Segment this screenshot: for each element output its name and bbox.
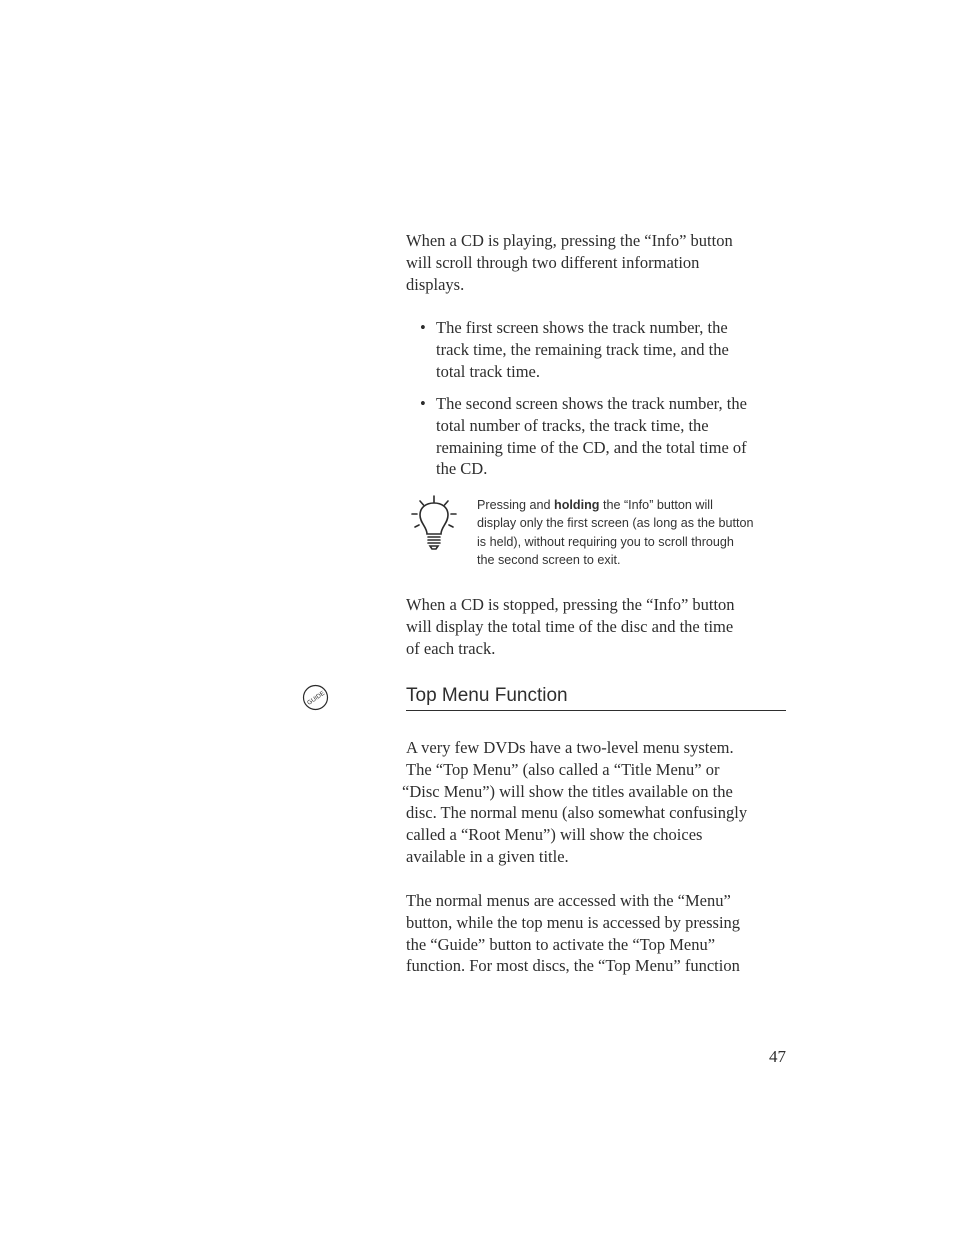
text-line: total number of tracks, the track time, the <box>436 415 709 435</box>
tip-line: the second screen to exit. <box>477 552 621 567</box>
tip-line: Pressing and holding the “Info” button will <box>477 498 713 512</box>
text-line: A very few DVDs have a two-level menu system. <box>406 738 734 757</box>
paragraph-cd-stopped <box>406 594 786 659</box>
text-line: The normal menus are accessed with the “Menu” <box>406 891 731 910</box>
paragraph-top-menu-intro <box>402 737 786 868</box>
text-line: available in a given title. <box>406 846 569 866</box>
paragraph-top-menu-access <box>406 890 786 977</box>
text-line: remaining time of the CD, and the total time of <box>436 437 747 457</box>
tip-line: display only the first screen (as long as the button <box>477 516 754 531</box>
text-line: called a “Root Menu”) will show the choices <box>406 825 703 845</box>
page-number: 47 <box>769 1047 786 1066</box>
bullet-list-item-second-screen <box>420 393 788 480</box>
tip-bold-word: holding <box>554 498 600 512</box>
text-line: will scroll through two different information <box>406 252 700 272</box>
text-line: “Disc Menu”) will show the titles available on the <box>402 781 733 801</box>
text-line: The first screen shows the track number, the <box>436 318 728 337</box>
bullet-marker: • <box>420 394 426 413</box>
bullet-marker: • <box>420 318 426 337</box>
text-line: of each track. <box>406 638 496 658</box>
text-line: button, while the top menu is accessed by pressing <box>406 912 741 932</box>
text-line: When a CD is playing, pressing the “Info” button <box>406 231 733 250</box>
tip-note <box>477 496 787 569</box>
tip-line: is held), without requiring you to scroll through <box>477 534 734 549</box>
text-line: When a CD is stopped, pressing the “Info” button <box>406 595 735 614</box>
paragraph-cd-playing <box>406 230 786 295</box>
section-heading: Top Menu Function <box>406 685 568 706</box>
text-line: displays. <box>406 274 465 294</box>
bullet-list-item-first-screen <box>420 317 788 382</box>
text-line: will display the total time of the disc and the time <box>406 616 734 636</box>
text-line: the “Guide” button to activate the “Top Menu” <box>406 934 716 954</box>
lightbulb-icon <box>410 494 458 552</box>
text-line: disc. The normal menu (also somewhat confusingly <box>406 803 748 823</box>
guide-icon-label: GUIDE <box>306 689 327 707</box>
text-line: the CD. <box>436 459 488 479</box>
text-line: track time, the remaining track time, and the <box>436 339 729 359</box>
text-line: The second screen shows the track number, the <box>436 394 747 413</box>
heading-underline <box>406 710 786 711</box>
text-line: function. For most discs, the “Top Menu” function <box>406 956 740 976</box>
guide-button-icon <box>302 684 329 711</box>
text-line: The “Top Menu” (also called a “Title Menu” or <box>406 759 720 779</box>
text-line: total track time. <box>436 361 541 381</box>
